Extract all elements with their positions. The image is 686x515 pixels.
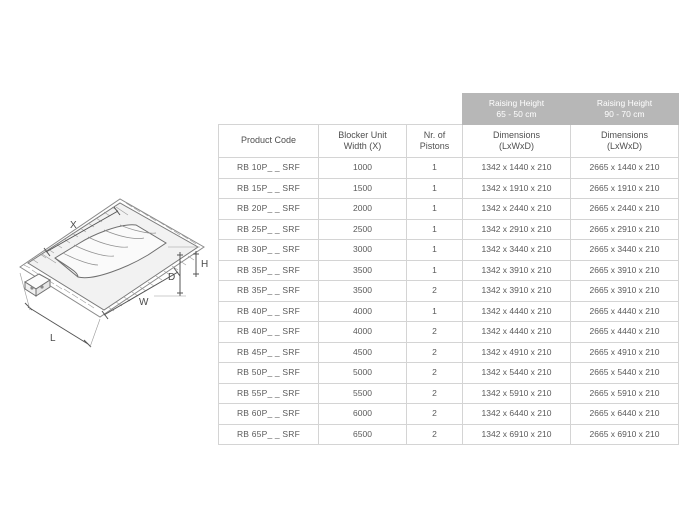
- cell-blocker-width: 2500: [319, 219, 407, 240]
- cell-product-code: RB 65P_ _ SRF: [219, 424, 319, 445]
- cell-pistons: 2: [407, 424, 463, 445]
- cell-dimensions-2: 2665 x 5440 x 210: [571, 363, 679, 384]
- cell-product-code: RB 15P_ _ SRF: [219, 178, 319, 199]
- header-dim1-line2: (LxWxD): [499, 141, 534, 151]
- cell-blocker-width: 4500: [319, 342, 407, 363]
- header-blocker-line1: Blocker Unit: [338, 129, 387, 140]
- cell-product-code: RB 60P_ _ SRF: [219, 404, 319, 425]
- table-row: [219, 363, 679, 384]
- cell-dimensions-2: 2665 x 4440 x 210: [571, 301, 679, 322]
- cell-pistons: 2: [407, 322, 463, 343]
- cell-dimensions-1: 1342 x 4440 x 210: [463, 322, 571, 343]
- cell-blocker-width: 5000: [319, 363, 407, 384]
- table-row: [219, 199, 679, 220]
- cell-product-code: RB 25P_ _ SRF: [219, 219, 319, 240]
- cell-dimensions-2: 2665 x 2910 x 210: [571, 219, 679, 240]
- cell-dimensions-2: 2665 x 6440 x 210: [571, 404, 679, 425]
- cell-dimensions-1: 1342 x 5910 x 210: [463, 383, 571, 404]
- header-product-code: Product Code: [219, 125, 319, 158]
- raising-height-band-row: [219, 94, 679, 125]
- cell-blocker-width: 3000: [319, 240, 407, 261]
- cell-dimensions-1: 1342 x 3440 x 210: [463, 240, 571, 261]
- cell-product-code: RB 40P_ _ SRF: [219, 322, 319, 343]
- raising-height-65-50-line1: Raising Height: [488, 98, 545, 109]
- cell-pistons: 2: [407, 342, 463, 363]
- product-diagram: [8, 155, 213, 370]
- cell-dimensions-1: 1342 x 3910 x 210: [463, 260, 571, 281]
- cell-dimensions-1: 1342 x 4440 x 210: [463, 301, 571, 322]
- cell-blocker-width: 6500: [319, 424, 407, 445]
- column-header-row: [219, 125, 679, 158]
- table-row: [219, 424, 679, 445]
- cell-product-code: RB 35P_ _ SRF: [219, 281, 319, 302]
- table-row: [219, 383, 679, 404]
- raising-height-65-50-line2: 65 - 50 cm: [496, 109, 537, 119]
- cell-blocker-width: 3500: [319, 281, 407, 302]
- table-row: [219, 219, 679, 240]
- cell-dimensions-1: 1342 x 1440 x 210: [463, 158, 571, 179]
- table-row: [219, 260, 679, 281]
- dimension-label-h: H: [201, 259, 209, 270]
- cell-pistons: 2: [407, 281, 463, 302]
- band-spacer-2: [319, 94, 407, 125]
- table-row: [219, 322, 679, 343]
- table-body: [219, 94, 679, 445]
- dimension-label-w: W: [139, 297, 149, 308]
- cell-pistons: 2: [407, 404, 463, 425]
- cell-dimensions-2: 2665 x 1440 x 210: [571, 158, 679, 179]
- dimension-label-l: L: [50, 333, 56, 344]
- header-pistons-line2: Pistons: [419, 141, 450, 151]
- cell-blocker-width: 3500: [319, 260, 407, 281]
- cell-product-code: RB 40P_ _ SRF: [219, 301, 319, 322]
- header-dim2-line1: Dimensions: [600, 129, 649, 140]
- cell-product-code: RB 20P_ _ SRF: [219, 199, 319, 220]
- raising-height-90-70-line1: Raising Height: [596, 98, 653, 109]
- cell-pistons: 1: [407, 260, 463, 281]
- cell-dimensions-1: 1342 x 6440 x 210: [463, 404, 571, 425]
- cell-dimensions-2: 2665 x 3910 x 210: [571, 260, 679, 281]
- cell-pistons: 1: [407, 240, 463, 261]
- cell-dimensions-1: 1342 x 4910 x 210: [463, 342, 571, 363]
- cell-blocker-width: 4000: [319, 301, 407, 322]
- header-dim2-line2: (LxWxD): [607, 141, 642, 151]
- cell-dimensions-1: 1342 x 6910 x 210: [463, 424, 571, 445]
- cell-dimensions-1: 1342 x 2440 x 210: [463, 199, 571, 220]
- header-blocker-unit-width: [319, 125, 407, 158]
- cell-product-code: RB 30P_ _ SRF: [219, 240, 319, 261]
- header-dimensions-1: [463, 125, 571, 158]
- raising-height-90-70-line2: 90 - 70 cm: [604, 109, 645, 119]
- blocker-unit-drawing: [8, 155, 213, 370]
- cell-pistons: 2: [407, 363, 463, 384]
- dimension-label-d: D: [168, 272, 176, 283]
- cell-dimensions-1: 1342 x 5440 x 210: [463, 363, 571, 384]
- dimension-label-x: X: [70, 220, 77, 231]
- raising-height-90-70-header: [571, 94, 679, 125]
- specification-table-container: [218, 93, 678, 445]
- cell-dimensions-2: 2665 x 2440 x 210: [571, 199, 679, 220]
- cell-blocker-width: 1500: [319, 178, 407, 199]
- table-row: [219, 342, 679, 363]
- cell-product-code: RB 55P_ _ SRF: [219, 383, 319, 404]
- cell-pistons: 1: [407, 178, 463, 199]
- table-row: [219, 281, 679, 302]
- cell-product-code: RB 10P_ _ SRF: [219, 158, 319, 179]
- cell-blocker-width: 1000: [319, 158, 407, 179]
- cell-dimensions-1: 1342 x 2910 x 210: [463, 219, 571, 240]
- cell-product-code: RB 35P_ _ SRF: [219, 260, 319, 281]
- table-row: [219, 240, 679, 261]
- cell-blocker-width: 5500: [319, 383, 407, 404]
- cell-blocker-width: 6000: [319, 404, 407, 425]
- band-spacer-3: [407, 94, 463, 125]
- cell-dimensions-2: 2665 x 3910 x 210: [571, 281, 679, 302]
- cell-pistons: 1: [407, 301, 463, 322]
- header-blocker-line2: Width (X): [343, 141, 382, 151]
- table-row: [219, 301, 679, 322]
- cell-pistons: 2: [407, 383, 463, 404]
- cell-pistons: 1: [407, 219, 463, 240]
- cell-pistons: 1: [407, 158, 463, 179]
- cell-product-code: RB 45P_ _ SRF: [219, 342, 319, 363]
- cell-dimensions-1: 1342 x 3910 x 210: [463, 281, 571, 302]
- cell-dimensions-1: 1342 x 1910 x 210: [463, 178, 571, 199]
- cell-dimensions-2: 2665 x 5910 x 210: [571, 383, 679, 404]
- specification-table: [218, 93, 679, 445]
- cell-dimensions-2: 2665 x 4910 x 210: [571, 342, 679, 363]
- raising-height-65-50-header: [463, 94, 571, 125]
- table-row: [219, 404, 679, 425]
- table-row: [219, 178, 679, 199]
- cell-dimensions-2: 2665 x 4440 x 210: [571, 322, 679, 343]
- table-row: [219, 158, 679, 179]
- cell-product-code: RB 50P_ _ SRF: [219, 363, 319, 384]
- header-dim1-line1: Dimensions: [492, 129, 541, 140]
- cell-dimensions-2: 2665 x 1910 x 210: [571, 178, 679, 199]
- header-dimensions-2: [571, 125, 679, 158]
- header-pistons-line1: Nr. of: [423, 129, 446, 140]
- cell-blocker-width: 2000: [319, 199, 407, 220]
- cell-blocker-width: 4000: [319, 322, 407, 343]
- cell-pistons: 1: [407, 199, 463, 220]
- cell-dimensions-2: 2665 x 3440 x 210: [571, 240, 679, 261]
- header-nr-of-pistons: [407, 125, 463, 158]
- cell-dimensions-2: 2665 x 6910 x 210: [571, 424, 679, 445]
- band-spacer-1: [219, 94, 319, 125]
